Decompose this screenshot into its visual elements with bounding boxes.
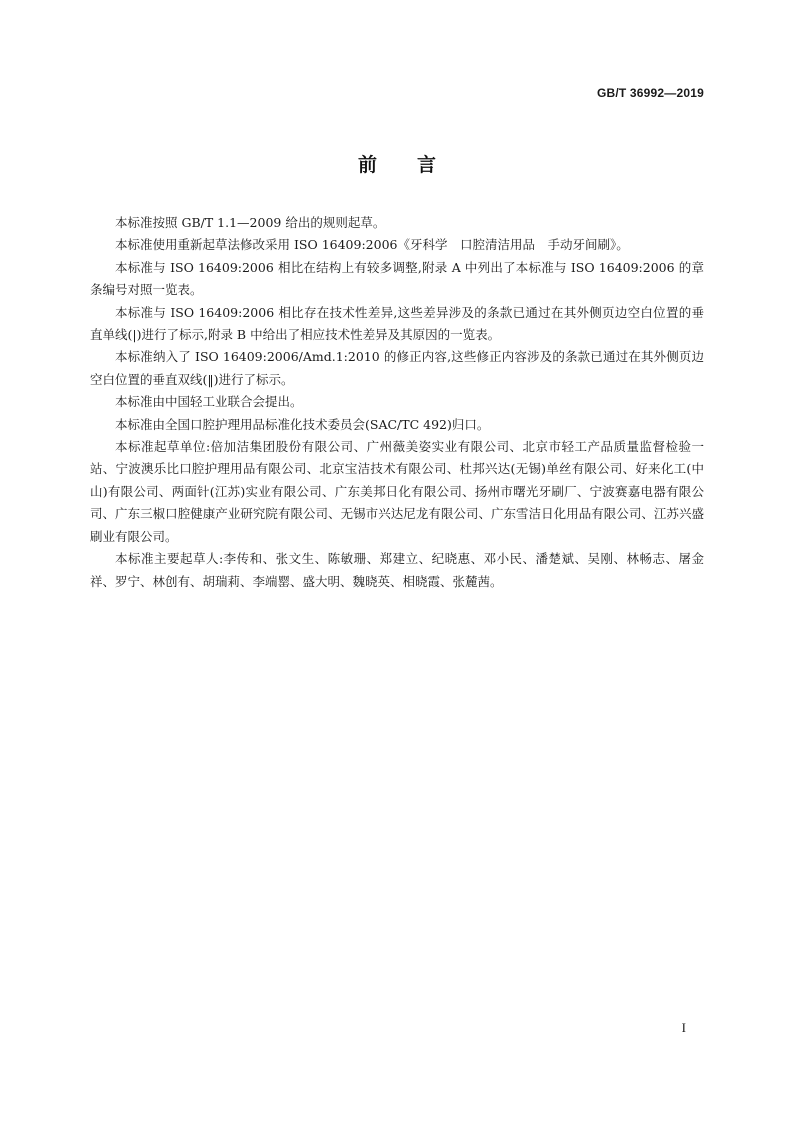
page-title: 前言 bbox=[357, 154, 476, 176]
paragraph-drafting-units: 本标准起草单位:倍加洁集团股份有限公司、广州薇美姿实业有限公司、北京市轻工产品质量监督检验一站、宁波澳乐比口腔护理用品有限公司、北京宝洁技术有限公司、杜邦兴达(无锡)单丝有限公司、好来化工(中山)有限公司、两面针(江苏)实业有限公司、广东美邦日化有限公司、扬州市曙光牙刷厂、宁波赛嘉电器有限公司、广东三椒口腔健康产业研究院有限公司、无锡市兴达尼龙有限公司、广东雪洁日化用品有限公司、江苏兴盛刷业有限公司。 bbox=[90, 439, 704, 544]
page-number: I bbox=[681, 1020, 686, 1035]
paragraph-proposed-by: 本标准由中国轻工业联合会提出。 bbox=[115, 394, 303, 410]
paragraph-adoption-method: 本标准使用重新起草法修改采用 ISO 16409:2006《牙科学 口腔清洁用品 手动牙间刷》。 bbox=[115, 237, 629, 253]
paragraph-drafting-rules: 本标准按照 GB/T 1.1—2009 给出的规则起草。 bbox=[115, 215, 386, 230]
paragraph-technical-differences: 本标准与 ISO 16409:2006 相比存在技术性差异,这些差异涉及的条款已通过在其外侧页边空白位置的垂直单线(|)进行了标示,附录 B 中给出了相应技术性差异及其原因的一览表。 bbox=[90, 304, 704, 343]
foreword-body bbox=[90, 212, 704, 593]
standard-number: GB/T 36992—2019 bbox=[596, 86, 704, 100]
paragraph-drafters: 本标准主要起草人:李传和、张文生、陈敏珊、郑建立、纪晓惠、邓小民、潘楚斌、吴刚、林畅志、屠金祥、罗宁、林创有、胡瑞莉、李端罂、盛大明、魏晓英、相晓霞、张麓茜。 bbox=[90, 551, 704, 589]
paragraph-under-jurisdiction: 本标准由全国口腔护理用品标准化技术委员会(SAC/TC 492)归口。 bbox=[115, 416, 490, 432]
paragraph-amendment: 本标准纳入了 ISO 16409:2006/Amd.1:2010 的修正内容,这些修正内容涉及的条款已通过在其外侧页边空白位置的垂直双线(‖)进行了标示。 bbox=[90, 349, 704, 387]
paragraph-structure-changes: 本标准与 ISO 16409:2006 相比在结构上有较多调整,附录 A 中列出了本标准与 ISO 16409:2006 的章条编号对照一览表。 bbox=[90, 259, 704, 298]
